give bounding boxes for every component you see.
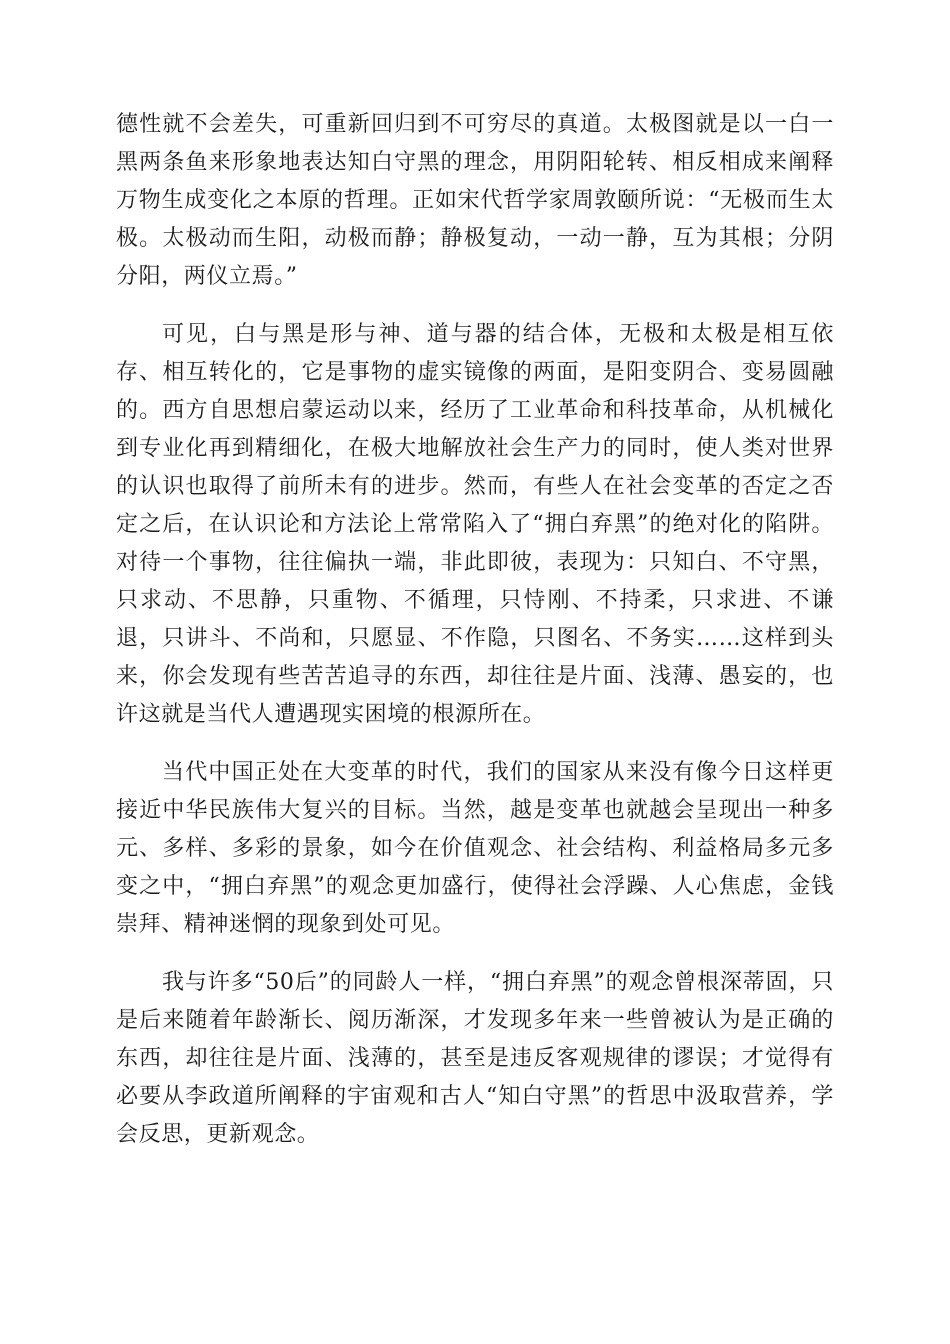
document-page [116, 106, 834, 1174]
paragraph-continuation: 德性就不会差失，可重新回归到不可穷尽的真道。太极图就是以一白一黑两条鱼来形象地表达知白守黑的理念，用阴阳轮转、相反相成来阐释万物生成变化之本原的哲理。正如宋代哲学家周敦颐所说：“无极而生太极。太极动而生阳，动极而静；静极复动，一动一静，互为其根；分阴分阳，两仪立焉。” [116, 112, 834, 289]
paragraph-white-and-black: 可见，白与黑是形与神、道与器的结合体，无极和太极是相互依存、相互转化的，它是事物的虚实镜像的两面，是阳变阴合、变易圆融的。西方自思想启蒙运动以来，经历了工业革命和科技革命，从机械化到专业化再到精细化，在极大地解放社会生产力的同时，使人类对世界的认识也取得了前所未有的进步。然而，有些人在社会变革的否定之否定之后，在认识论和方法论上常常陷入了“拥白弃黑”的绝对化的陷阱。对待一个事物，往往偏执一端，非此即彼，表现为：只知白、不守黑，只求动、不思静，只重物、不循理，只恃刚、不持柔，只求进、不谦退，只讲斗、不尚和，只愿显、不作隐，只图名、不务实……这样到头来，你会发现有些苦苦追寻的东西，却往往是片面、浅薄、愚妄的，也许这就是当代人遭遇现实困境的根源所在。 [116, 322, 834, 727]
paragraph-contemporary-china: 当代中国正处在大变革的时代，我们的国家从来没有像今日这样更接近中华民族伟大复兴的目标。当然，越是变革也就越会呈现出一种多元、多样、多彩的景象，如今在价值观念、社会结构、利益格局多元多变之中，“拥白弃黑”的观念更加盛行，使得社会浮躁、人心焦虑，金钱崇拜、精神迷惘的现象到处可见。 [116, 760, 834, 937]
paragraph-personal-reflection: 我与许多“50后”的同龄人一样，“拥白弃黑”的观念曾根深蒂固，只是后来随着年龄渐长、阅历渐深，才发现多年来一些曾被认为是正确的东西，却往往是片面、浅薄的，甚至是违反客观规律的谬误；才觉得有必要从李政道所阐释的宇宙观和古人“知白守黑”的哲思中汲取营养，学会反思，更新观念。 [116, 970, 834, 1147]
